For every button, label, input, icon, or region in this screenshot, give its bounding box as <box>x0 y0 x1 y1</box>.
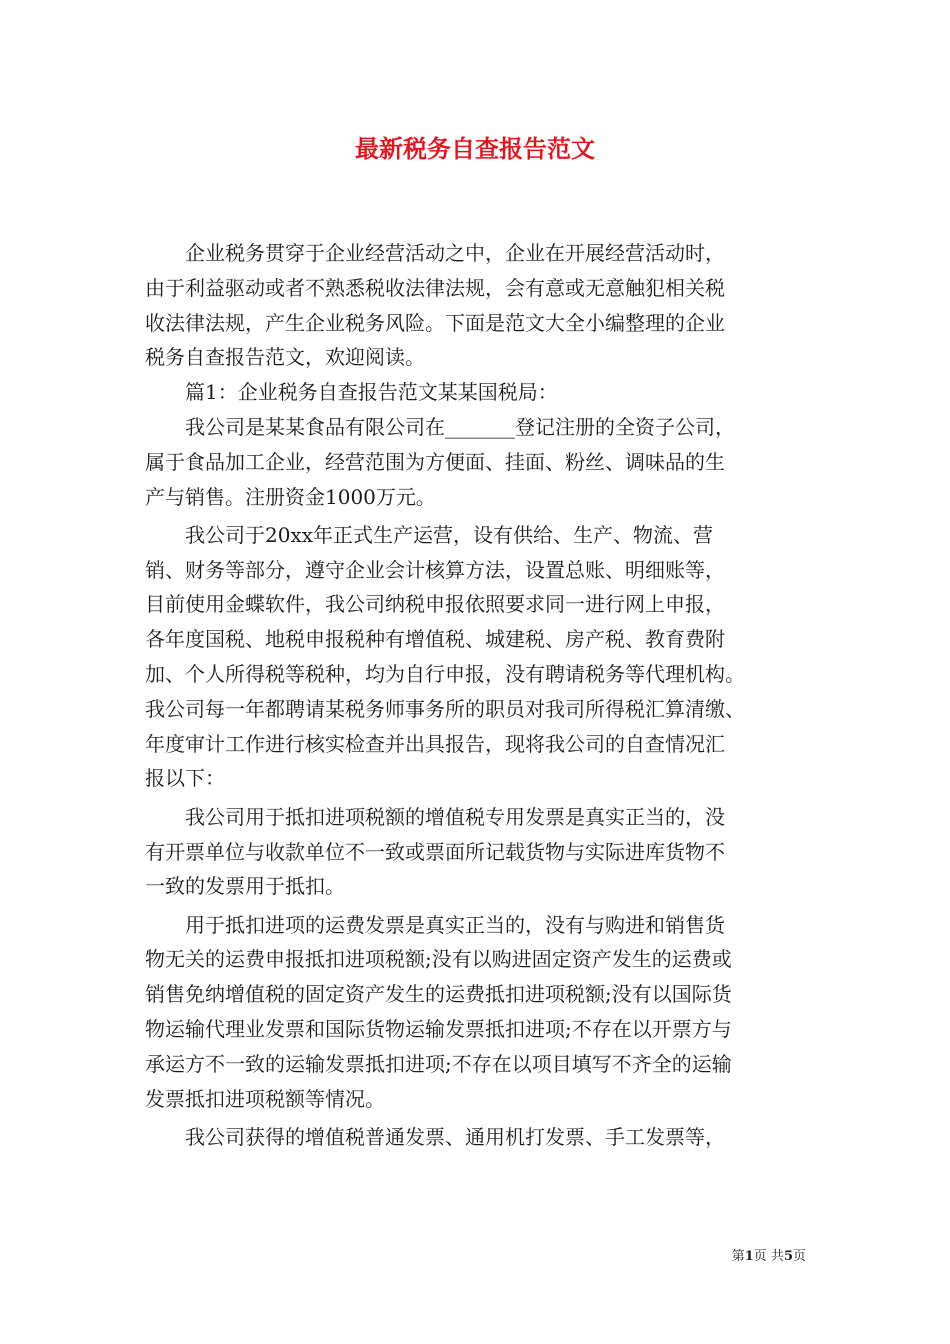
text-line: 我公司获得的增值税普通发票、通用机打发票、手工发票等， <box>145 1124 725 1149</box>
text-line: 我公司每一年都聘请某税务师事务所的职员对我司所得税汇算清缴、 <box>145 696 745 721</box>
text-line: 加、个人所得税等税种，均为自行申报，没有聘请税务等代理机构。 <box>145 662 745 687</box>
text-line: 税务自查报告范文，欢迎阅读。 <box>145 345 425 370</box>
document-title: 最新税务自查报告范文 <box>355 134 595 163</box>
text-line: 销、财务等部分，遵守企业会计核算方法，设置总账、明细账等， <box>145 557 725 582</box>
text-line: 年度审计工作进行核实检查并出具报告，现将我公司的自查情况汇 <box>145 731 725 756</box>
text-line: 用于抵扣进项的运费发票是真实正当的，没有与购进和销售货 <box>145 912 725 937</box>
text-line: 各年度国税、地税申报税种有增值税、城建税、房产税、教育费附 <box>145 627 725 652</box>
document-body <box>145 236 815 1155</box>
text-line: 物运输代理业发票和国际货物运输发票抵扣进项;不存在以开票方与 <box>145 1017 732 1042</box>
text-line: 企业税务贯穿于企业经营活动之中，企业在开展经营活动时， <box>145 241 725 265</box>
footer-total-pages: 5 <box>783 1249 793 1264</box>
page-footer <box>732 1248 806 1266</box>
footer-current-page: 1 <box>744 1249 754 1264</box>
footer-prefix: 第 <box>731 1249 745 1264</box>
text-line: 目前使用金蝶软件，我公司纳税申报依照要求同一进行网上申报， <box>145 592 725 617</box>
text-line: 物无关的运费申报抵扣进项税额;没有以购进固定资产发生的运费或 <box>145 947 732 972</box>
text-line: 发票抵扣进项税额等情况。 <box>145 1086 385 1111</box>
text-line: 一致的发票用于抵扣。 <box>145 874 345 899</box>
text-line: 篇1：企业税务自查报告范文某某国税局： <box>145 380 558 405</box>
footer-suffix: 页 <box>792 1249 806 1264</box>
text-line: 有开票单位与收款单位不一致或票面所记载货物与实际进库货物不 <box>145 839 725 864</box>
text-line: 收法律法规，产生企业税务风险。下面是范文大全小编整理的企业 <box>145 310 725 335</box>
text-line: 我公司是某某食品有限公司在_______登记注册的全资子公司， <box>145 414 735 439</box>
text-line: 我公司于20xx年正式生产运营，设有供给、生产、物流、营 <box>145 522 714 547</box>
text-line: 报以下： <box>145 766 225 791</box>
text-line: 产与销售。注册资金1000万元。 <box>145 484 436 509</box>
text-line: 承运方不一致的运输发票抵扣进项;不存在以项目填写不齐全的运输 <box>145 1051 732 1076</box>
text-line: 我公司用于抵扣进项税额的增值税专用发票是真实正当的，没 <box>145 804 725 829</box>
text-line: 由于利益驱动或者不熟悉税收法律法规，会有意或无意触犯相关税 <box>145 275 725 300</box>
text-line: 属于食品加工企业，经营范围为方便面、挂面、粉丝、调味品的生 <box>145 449 725 474</box>
footer-middle: 页 共 <box>753 1249 784 1264</box>
text-line: 销售免纳增值税的固定资产发生的运费抵扣进项税额;没有以国际货 <box>145 982 732 1007</box>
